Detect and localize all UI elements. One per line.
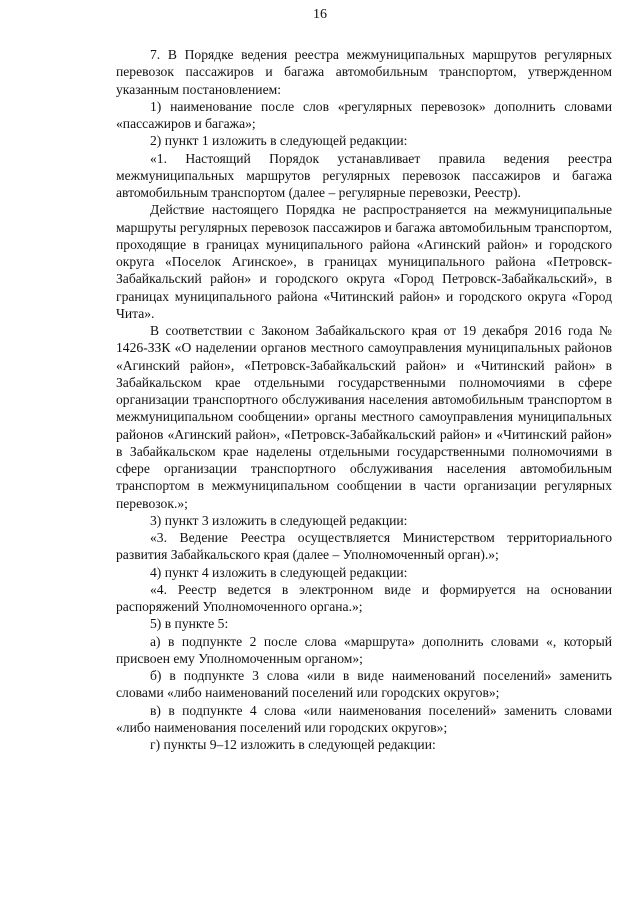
paragraph-subitem-3: 3) пункт 3 изложить в следующей редакции: bbox=[150, 512, 408, 528]
paragraph-subitem-4: 4) пункт 4 изложить в следующей редакции: bbox=[150, 564, 408, 580]
paragraph-subpoint-b: б) в подпункте 3 слова «или в виде наименований поселений» заменить словами «либо наименований поселений или городских округов»; bbox=[116, 668, 612, 701]
paragraph-subitem-1: 1) наименование после слов «регулярных перевозок» дополнить словами «пассажиров и багажа»; bbox=[116, 98, 612, 131]
paragraph-subpoint-v: в) в подпункте 4 слова «или наименования поселений» заменить словами «либо наименования поселений или городских округов»; bbox=[116, 702, 612, 735]
paragraph-subpoint-g: г) пункты 9–12 изложить в следующей редакции: bbox=[150, 737, 436, 752]
paragraph-subitem-2: 2) пункт 1 изложить в следующей редакции: bbox=[150, 133, 408, 149]
paragraph-scope: Действие настоящего Порядка не распространяется на межмуниципальные маршруты регулярных перевозок пассажиров и багажа автомобильным транспортом, проходящие в границах муниципального района «Агинский район» и городского округа «Поселок Агинское», в границах муниципального района «Петровск-Забайкальский район» и городского округа «Город Петровск-Забайкальский», в границах муниципального района «Читинский район» и городского округа «Город Чита». bbox=[116, 202, 612, 321]
document-body bbox=[116, 46, 612, 753]
page-number: 16 bbox=[313, 7, 327, 22]
paragraph-law-reference: В соответствии с Законом Забайкальского края от 19 декабря 2016 года № 1426-ЗЗК «О наделении органов местного самоуправления муниципальных районов «Агинский район», «Петровск-Забайкальский район» и «Читинский район» в Забайкальском крае отдельными государственными полномочиями в сфере организации транспортного обслуживания населения автомобильным транспортом в межмуниципальном сообщении» органы местного самоуправления муниципальных районов «Агинский район», «Петровск-Забайкальский район» и «Читинский район» в Забайкальском крае наделены отдельными государственными полномочиями в сфере организации транспортного обслуживания населения автомобильным транспортом в межмуниципальном сообщении в части организации регулярных перевозок.»; bbox=[116, 323, 612, 511]
paragraph-subpoint-a: а) в подпункте 2 после слова «маршрута» дополнить словами «, который присвоен ему Уполномоченным органом»; bbox=[116, 633, 612, 666]
paragraph-subitem-5: 5) в пункте 5: bbox=[150, 616, 229, 632]
paragraph-quote-point-1: «1. Настоящий Порядок устанавливает правила ведения реестра межмуниципальных маршрутов регулярных перевозок пассажиров и багажа автомобильным транспортом (далее – регулярные перевозки, Реестр). bbox=[116, 150, 612, 200]
paragraph-quote-point-4: «4. Реестр ведется в электронном виде и формируется на основании распоряжений Уполномоченного органа.»; bbox=[116, 581, 612, 614]
paragraph-item-7: 7. В Порядке ведения реестра межмуниципальных маршрутов регулярных перевозок пассажиров и багажа автомобильным транспортом, утвержденном указанным постановлением: bbox=[116, 47, 612, 97]
paragraph-quote-point-3: «3. Ведение Реестра осуществляется Министерством территориального развития Забайкальского края (далее – Уполномоченный орган).»; bbox=[116, 530, 612, 563]
